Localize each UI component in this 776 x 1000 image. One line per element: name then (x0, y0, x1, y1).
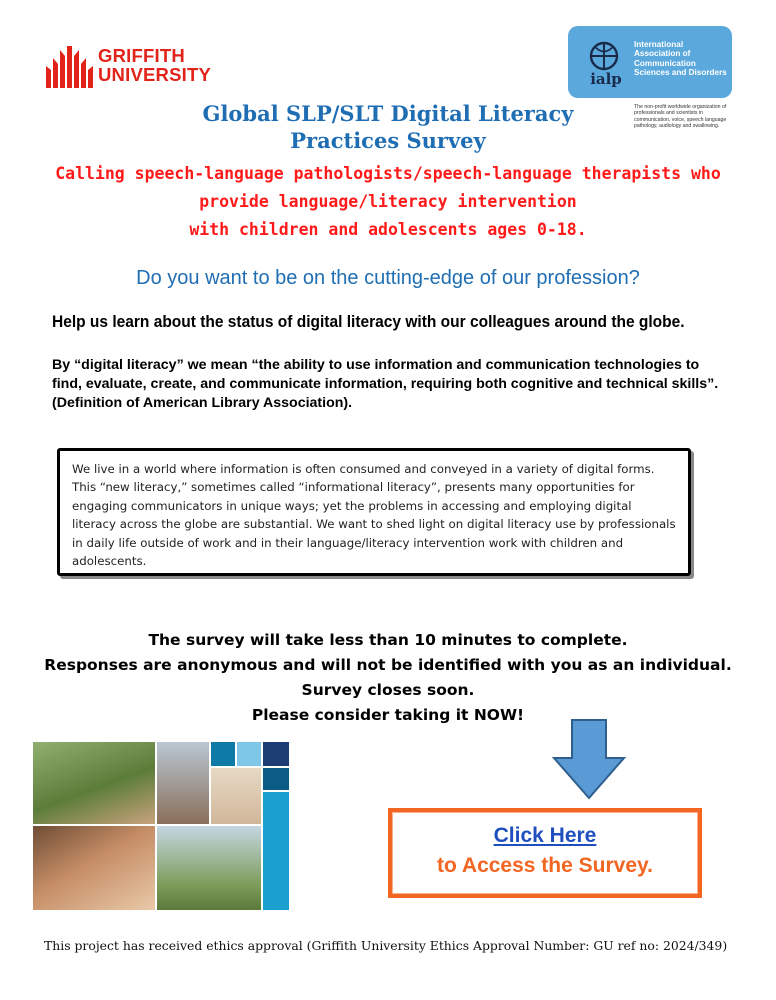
help-statement: Help us learn about the status of digital literacy with our colleagues around the globe. (52, 313, 685, 331)
ialp-tagline: The non-profit worldwide organization of professionals and scientists in communication, voice, speech language pathology, audiology and swallowing. (634, 104, 727, 130)
griffith-line1: GRIFFITH (98, 45, 185, 66)
survey-cta-box[interactable] (388, 808, 702, 898)
callout-line1: Calling speech-language pathologists/speech-language therapists who (55, 164, 721, 183)
click-here-link[interactable]: Click Here (493, 824, 597, 847)
cutting-edge-question: Do you want to be on the cutting-edge of our profession? (136, 267, 640, 289)
ialp-wordmark: ialp (590, 70, 622, 88)
children-photo-collage (33, 742, 289, 910)
ialp-full-name: International Association of Communication Sciences and Disorders (634, 40, 727, 78)
target-audience-callout (20, 160, 756, 244)
survey-closing: Survey closes soon. (301, 681, 475, 699)
title-line1: Global SLP/SLT Digital Literacy (202, 101, 574, 126)
griffith-university-logo (44, 44, 244, 90)
page-title (150, 100, 626, 154)
griffith-line2: UNIVERSITY (98, 64, 212, 85)
ethics-approval-footer: This project has received ethics approval (Griffith University Ethics Approval Number: GU ref no: 2024/349) (44, 938, 728, 953)
digital-literacy-definition: By “digital literacy” we mean “the ability to use information and communication technologies to find, evaluate, create, and communicate information, requiring both cognitive and technical skills”. (Definition of American Library Association). (52, 357, 719, 411)
callout-line2: provide language/literacy intervention (199, 192, 577, 211)
griffith-wordmark (98, 46, 211, 84)
callout-line3: with children and adolescents ages 0-18. (189, 220, 587, 239)
griffith-flame-icon (44, 44, 96, 90)
survey-call-to-action: Please consider taking it NOW! (251, 706, 525, 724)
survey-anonymity: Responses are anonymous and will not be identified with you as an individual. (44, 656, 732, 674)
context-box: We live in a world where information is often consumed and conveyed in a variety of digital forms. This “new literacy,” sometimes called “informational literacy”, presents many opportunities for engaging communicators in unique ways; yet the problems in accessing and employing digital literacy across the globe are substantial. We want to shed light on digital literacy use by professionals in daily life outside of work and in their language/literacy intervention work with children and adolescents. (57, 448, 691, 576)
down-arrow-icon (552, 718, 626, 800)
access-survey-label: to Access the Survey. (437, 854, 653, 877)
title-line2: Practices Survey (290, 128, 486, 153)
survey-info (20, 628, 756, 728)
ialp-speech-bubble (568, 26, 732, 98)
survey-duration: The survey will take less than 10 minutes to complete. (148, 631, 628, 649)
